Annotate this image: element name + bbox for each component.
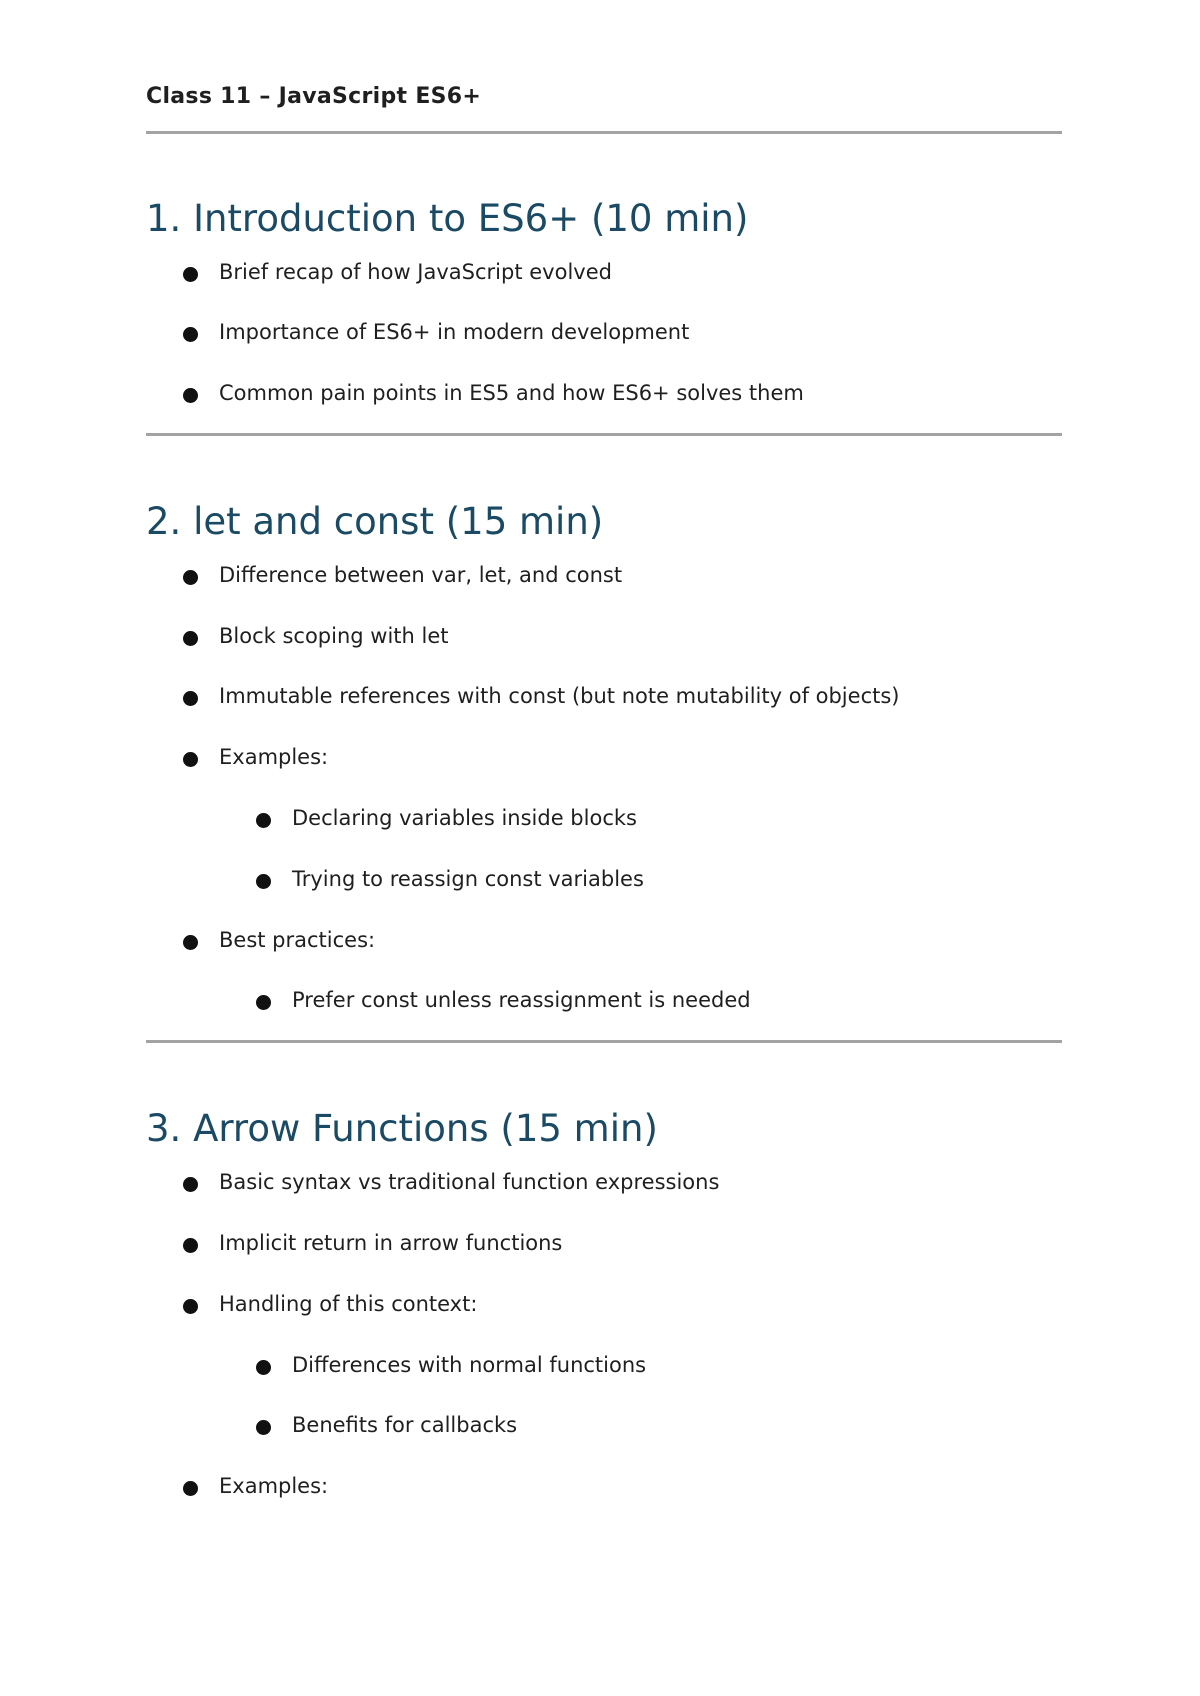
sub-list-item: Benefits for callbacks — [292, 1413, 517, 1437]
section-2-title: 2. let and const (15 min) — [146, 500, 604, 543]
list-item: Brief recap of how JavaScript evolved — [219, 260, 612, 284]
list-item: Block scoping with let — [219, 624, 449, 648]
bullet-icon — [256, 874, 271, 889]
sub-list-item: Declaring variables inside blocks — [292, 806, 637, 830]
bullet-icon — [183, 935, 198, 950]
bullet-icon — [183, 388, 198, 403]
section-1-title: 1. Introduction to ES6+ (10 min) — [146, 197, 749, 240]
list-item: Best practices: — [219, 928, 375, 952]
bullet-icon — [183, 570, 198, 585]
list-item: Implicit return in arrow functions — [219, 1231, 562, 1255]
bullet-icon — [183, 267, 198, 282]
sub-list-item: Prefer const unless reassignment is needed — [292, 988, 751, 1012]
list-item: Basic syntax vs traditional function expressions — [219, 1170, 719, 1194]
bullet-icon — [183, 691, 198, 706]
list-item: Difference between var, let, and const — [219, 563, 622, 587]
list-item: Examples: — [219, 745, 328, 769]
bullet-icon — [256, 1420, 271, 1435]
list-item: Handling of this context: — [219, 1292, 477, 1316]
bullet-icon — [256, 995, 271, 1010]
bullet-icon — [183, 327, 198, 342]
section-divider — [146, 1040, 1062, 1043]
document-header: Class 11 – JavaScript ES6+ — [146, 84, 482, 109]
bullet-icon — [256, 1360, 271, 1375]
list-item: Immutable references with const (but note mutability of objects) — [219, 684, 899, 708]
list-item: Common pain points in ES5 and how ES6+ solves them — [219, 381, 804, 405]
bullet-icon — [183, 752, 198, 767]
bullet-icon — [183, 1299, 198, 1314]
bullet-icon — [183, 1481, 198, 1496]
section-divider — [146, 433, 1062, 436]
bullet-icon — [183, 1238, 198, 1253]
section-3-title: 3. Arrow Functions (15 min) — [146, 1107, 658, 1150]
bullet-icon — [183, 1177, 198, 1192]
sub-list-item: Differences with normal functions — [292, 1353, 646, 1377]
header-divider — [146, 131, 1062, 134]
list-item: Examples: — [219, 1474, 328, 1498]
bullet-icon — [256, 813, 271, 828]
bullet-icon — [183, 631, 198, 646]
sub-list-item: Trying to reassign const variables — [292, 867, 644, 891]
list-item: Importance of ES6+ in modern development — [219, 320, 689, 344]
